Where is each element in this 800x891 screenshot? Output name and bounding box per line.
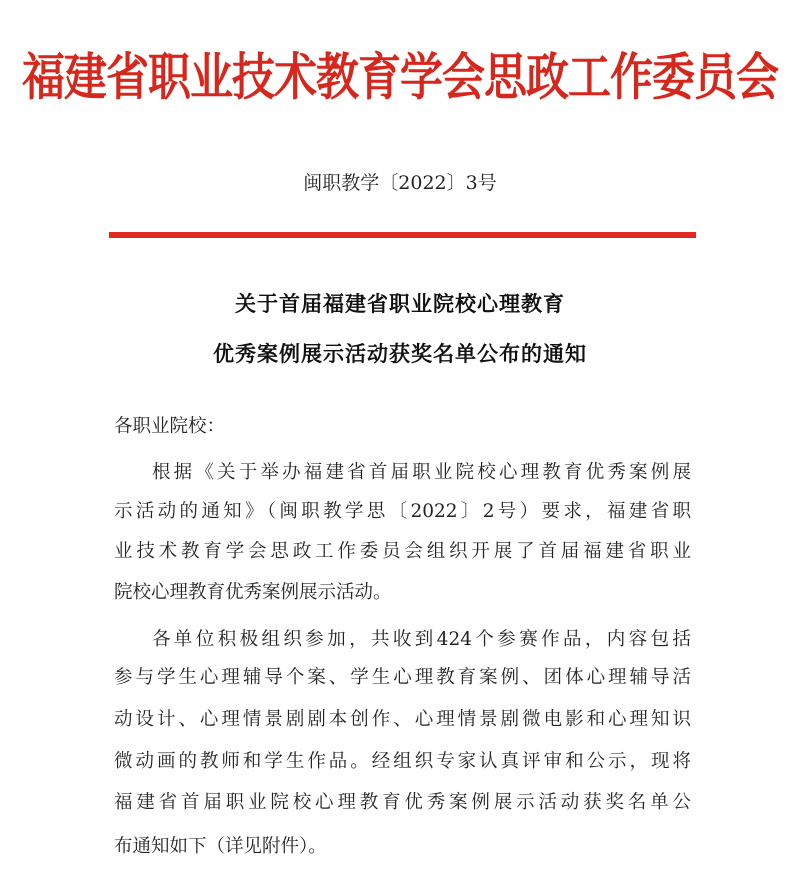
paragraph-line: 微动画的教师和学生作品。经组织专家认真评审和公示，现将	[114, 751, 691, 772]
paragraph-line: 布通知如下（详见附件）。	[114, 836, 327, 857]
paragraph-line: 业技术教育学会思政工作委员会组织开展了首届福建省职业	[114, 541, 691, 562]
red-divider-rule	[109, 232, 696, 238]
paragraph-line: 示活动的通知》（闽职教学思〔2022〕2号）要求，福建省职	[114, 501, 691, 522]
salutation: 各职业院校：	[114, 416, 226, 437]
notice-title-line-2: 优秀案例展示活动获奖名单公布的通知	[213, 342, 587, 366]
notice-title-line-1: 关于首届福建省职业院校心理教育	[235, 292, 565, 316]
paragraph-line: 参与学生心理辅导个案、学生心理教育案例、团体心理辅导活	[114, 667, 691, 688]
paragraph-line: 院校心理教育优秀案例展示活动。	[114, 582, 392, 603]
paragraph-line: 福建省首届职业院校心理教育优秀案例展示活动获奖名单公	[114, 792, 691, 813]
paragraph-line: 动设计、心理情景剧剧本创作、心理情景剧微电影和心理知识	[114, 709, 691, 730]
paragraph-line: 各单位积极组织参加，共收到424个参赛作品，内容包括	[152, 629, 691, 650]
paragraph-line: 根据《关于举办福建省首届职业院校心理教育优秀案例展	[152, 462, 691, 483]
organization-header: 福建省职业技术教育学会思政工作委员会	[22, 48, 778, 108]
document-number: 闽职教学〔2022〕3号	[303, 172, 497, 194]
